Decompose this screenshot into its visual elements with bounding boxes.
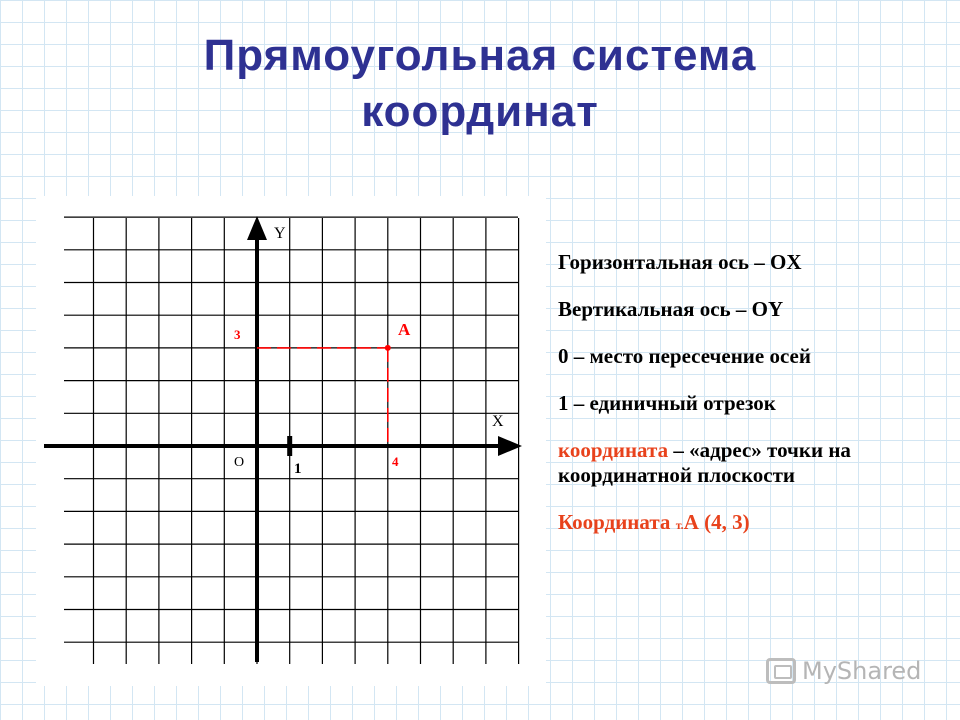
watermark	[766, 654, 921, 688]
axis-labels	[234, 225, 504, 477]
y-axis-arrow	[247, 216, 267, 240]
watermark-text: MyShared	[802, 657, 922, 685]
title-line-2: координат	[361, 87, 599, 136]
title-line-1: Прямоугольная система	[203, 31, 757, 80]
y-axis-label: Y	[274, 225, 286, 242]
point-a-marker	[385, 345, 391, 351]
point-a-label: A	[398, 320, 411, 339]
legend-example-small: т.	[675, 518, 684, 532]
legend-example-word: Координата	[558, 510, 676, 534]
legend-oy: Вертикальная ось – OY	[558, 297, 784, 321]
page-title	[0, 28, 960, 140]
legend-one: 1 – единичный отрезок	[558, 391, 776, 415]
origin-label: O	[234, 455, 245, 470]
legend-coordinate-term: координата	[558, 438, 669, 462]
legend-ox: Горизонтальная ось – OX	[558, 250, 802, 274]
x-axis-label: X	[492, 413, 504, 430]
legend-coordinate-definition: – «адрес» точки на координатной плоскости	[558, 438, 851, 487]
unit-label: 1	[294, 461, 302, 477]
x-coordinate-label: 4	[392, 454, 399, 469]
legend-coordinate	[558, 438, 958, 488]
y-coordinate-label: 3	[234, 327, 241, 342]
legend-example-value: А (4, 3)	[683, 510, 750, 534]
projector-icon	[766, 658, 796, 684]
legend-zero: 0 – место пересечение осей	[558, 344, 811, 368]
coordinate-plane-panel	[36, 196, 546, 686]
legend	[558, 250, 958, 560]
legend-coordinate-example	[558, 510, 958, 538]
coordinate-plane	[36, 196, 546, 686]
